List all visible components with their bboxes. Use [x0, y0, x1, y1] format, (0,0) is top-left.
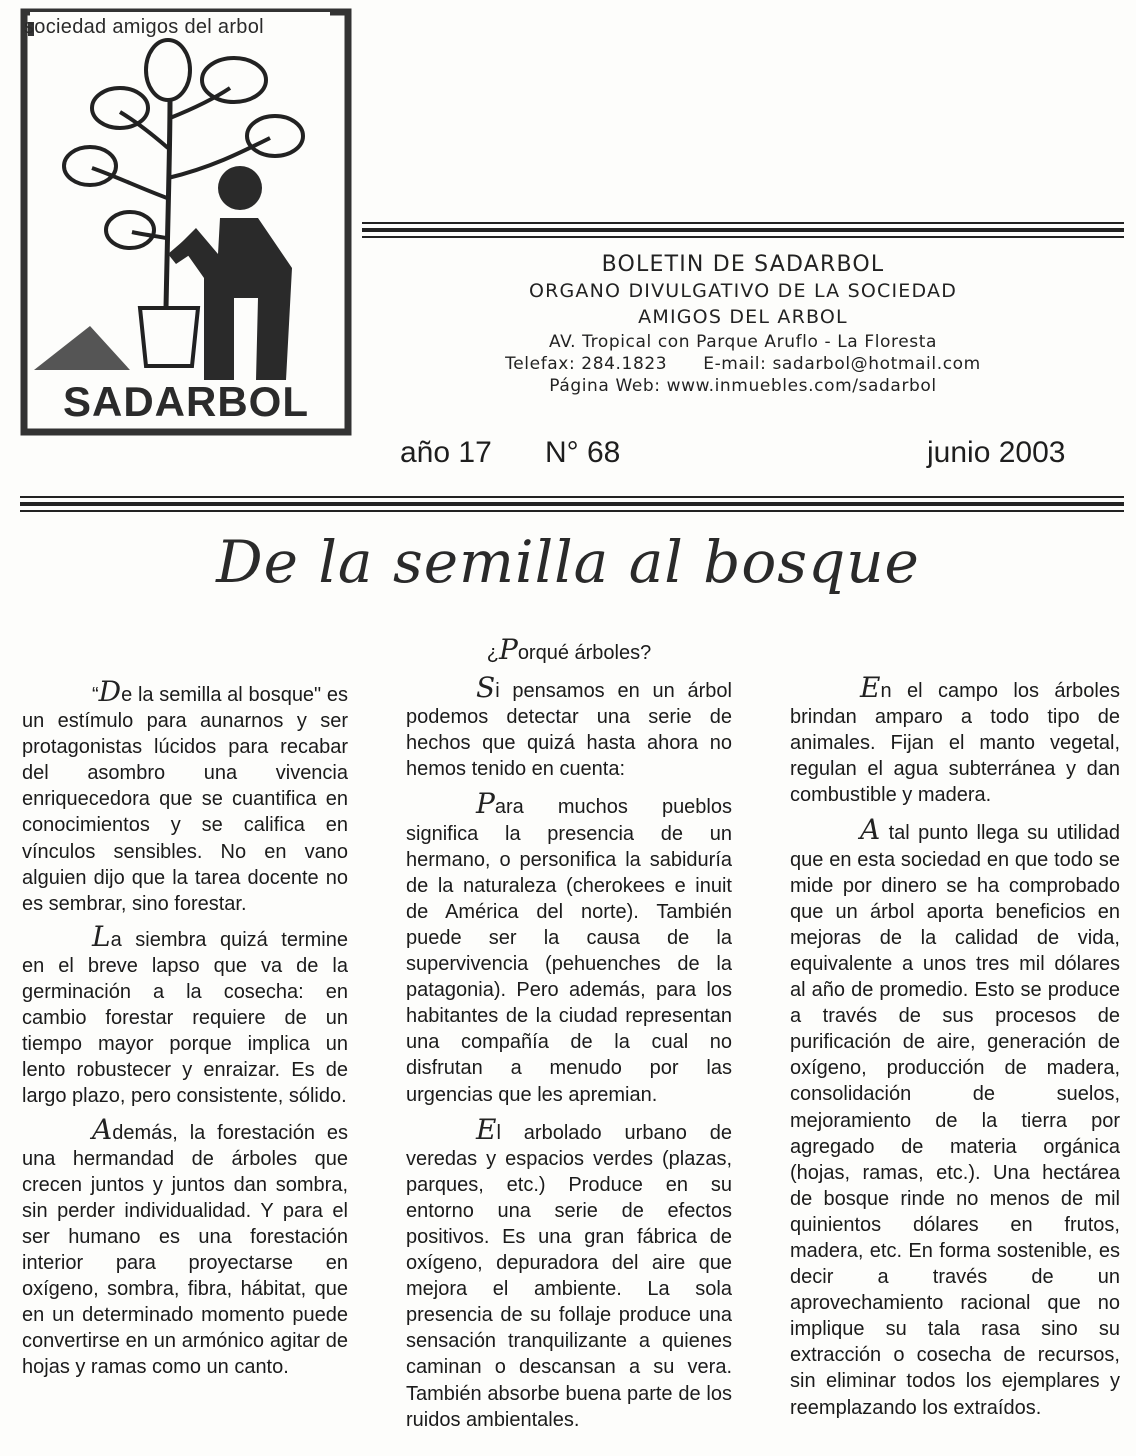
- header-rule-middle: [362, 228, 1124, 232]
- drop-cap: P: [498, 633, 518, 666]
- paragraph: La siembra quizá termine en el breve lapso que va de la germinación a la cosecha: en cambio forestar requiere de un tiempo mayor porque implica un lento robustecer y enraizar. Es de largo plazo, pero consistente, sólido.: [22, 919, 348, 1108]
- drop-cap: A: [860, 813, 881, 847]
- sadarbol-logo: [20, 8, 352, 436]
- drop-cap: E: [860, 671, 881, 704]
- article-title: De la semilla al bosque: [216, 528, 920, 596]
- section-heading: ¿Porqué árboles?: [486, 633, 652, 666]
- separator-rule-middle: [20, 502, 1124, 506]
- website-line: Página Web: www.inmuebles.com/sadarbol: [549, 376, 937, 396]
- logo-name: SADARBOL: [63, 378, 309, 425]
- paragraph: El arbolado urbano de veredas y espacios verdes (plazas, parques, etc.) Produce en su entorno una serie de efectos positivos. Es una gran fábrica de oxígeno, depuradora del aire que mejora el ambiente. La sola presencia de su follaje produce una sensación tranquilizante a quienes caminan o descansan a su vera. También absorbe buena parte de los ruidos ambientales.: [406, 1112, 732, 1431]
- issue-date: junio 2003: [927, 436, 1066, 469]
- paragraph: En el campo los árboles brindan amparo a todo tipo de animales. Fijan el manto vegetal, regulan el agua subterránea y dan combustible y madera.: [790, 671, 1120, 807]
- drop-cap: D: [98, 675, 122, 708]
- bulletin-title: BOLETIN DE SADARBOL: [601, 252, 885, 277]
- paragraph: Si pensamos en un árbol podemos detectar una serie de hechos que quizá hasta ahora no hemos tenido en cuenta:: [406, 671, 732, 781]
- header-rule-bottom: [362, 236, 1124, 238]
- logo-tagline: sociedad amigos del arbol: [24, 16, 264, 38]
- bulletin-subtitle: ORGANO DIVULGATIVO DE LA SOCIEDAD: [528, 280, 958, 302]
- drop-cap: A: [92, 1112, 113, 1146]
- paragraph: Además, la forestación es una hermandad de árboles que crecen juntos y juntos dan sombra, sin perder individualidad. Y para el ser humano es una forestación interior para proyectarse en oxígeno, sombra, fibra, hábitat, que en un determinado momento puede convertirse en un armónico agitar de hojas y ramas como un canto.: [22, 1112, 348, 1379]
- issue-year: año 17: [400, 436, 492, 469]
- tree-planter-logo-icon: [20, 8, 352, 436]
- separator-rule-top: [20, 496, 1124, 498]
- drop-cap: S: [476, 671, 496, 705]
- column-2: [406, 633, 732, 1433]
- paragraph: “De la semilla al bosque" es un estímulo para aunarnos y ser protagonistas lúcidos para recabar del asombro una vivencia enriquecedora que se cuantifica en conocimientos y se califica en vínculos sensibles. No en vano alguien dijo que la tarea docente no es sembrar, sino forestar.: [22, 675, 348, 915]
- paragraph: Para muchos pueblos significa la presencia de un hermano, o personifica la sabiduría de la naturaleza (cherokees e inuit de América del norte). También puede ser la causa de la supervivencia (pehuenches de la patagonia). Pero además, para los habitantes de la ciudad representan una compañía de la cual no disfrutan a menudo por las urgencias que les apremian.: [406, 787, 732, 1106]
- separator-rule-bottom: [20, 510, 1124, 512]
- address: AV. Tropical con Parque Aruflo - La Floresta: [548, 332, 938, 352]
- column-1: [22, 675, 348, 1380]
- bulletin-subtitle-2: AMIGOS DEL ARBOL: [638, 306, 848, 328]
- paragraph: A tal punto llega su utilidad que en esta sociedad en que todo se mide por dinero se ha comprobado que un árbol aporta beneficios en mejoras de la calidad de vida, equivalente a unos tres mil dólares al año de promedio. Esto se produce a través de sus procesos de purificación de aire, generación de oxígeno, producción de madera, consolidación de suelos, mejoramiento de la tierra por agregado de materia orgánica (hojas, ramas, etc.). Una hectárea de bosque rinde no menos de mil quinientos dólares en frutos, madera, etc. En forma sostenible, es decir a través de un aprovechamiento racional que no implique su tala rasa sino su extracción o cosecha de recursos, sin eliminar todos los ejemplares y reemplazando los extraídos.: [790, 813, 1120, 1419]
- drop-cap: P: [476, 787, 495, 821]
- issue-number: N° 68: [545, 436, 621, 469]
- column-3: [790, 671, 1120, 1421]
- drop-cap: L: [92, 919, 111, 953]
- header-rule-top: [362, 222, 1124, 224]
- contact-line: Telefax: 284.1823 E-mail: sadarbol@hotmail.com: [505, 354, 981, 374]
- drop-cap: E: [476, 1112, 497, 1146]
